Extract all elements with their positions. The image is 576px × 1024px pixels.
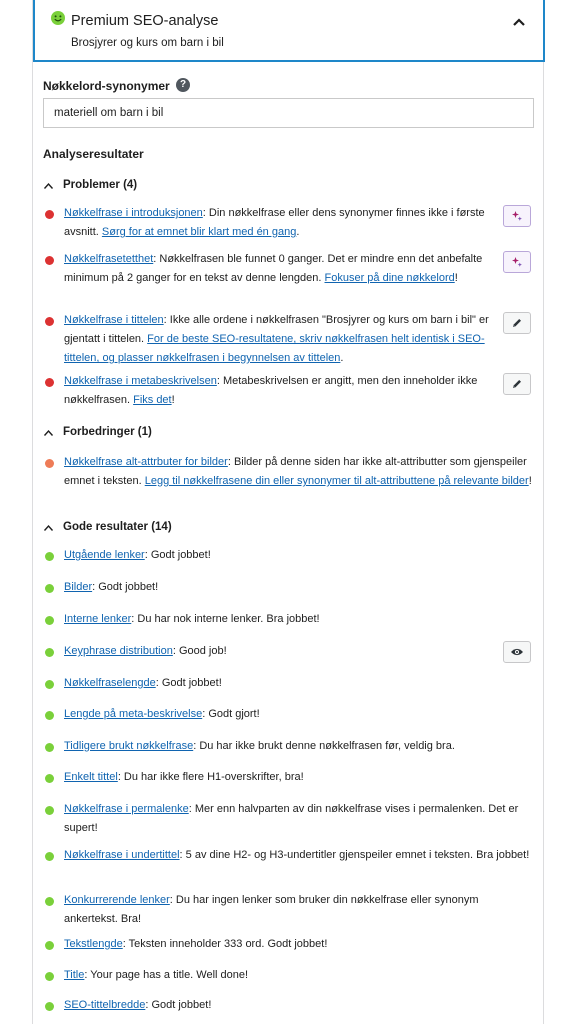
result-description: : Teksten inneholder 333 ord. Godt jobbet! bbox=[122, 938, 328, 950]
green-status-dot-icon bbox=[45, 941, 54, 950]
result-description: : Du har ingen lenker som bruker din nøkkelfrase eller synonym ankertekst. Bra! bbox=[64, 894, 479, 925]
synonyms-input[interactable] bbox=[43, 98, 534, 128]
result-text bbox=[64, 453, 534, 491]
result-text bbox=[64, 642, 534, 661]
result-title-link[interactable]: Utgående lenker bbox=[64, 549, 145, 561]
green-status-dot-icon bbox=[45, 552, 54, 561]
result-title-link[interactable]: Nøkkelfrasetetthet bbox=[64, 253, 154, 265]
result-fix-link[interactable]: Legg til nøkkelfrasene din eller synonymer til alt-attributtene på relevante bilder bbox=[144, 475, 529, 487]
result-title-link[interactable]: Tidligere brukt nøkkelfrase bbox=[64, 740, 194, 752]
sparkle-icon bbox=[511, 256, 523, 268]
green-smiley-icon bbox=[50, 10, 66, 26]
result-title-link[interactable]: Lengde på meta-beskrivelse bbox=[64, 708, 203, 720]
result-description: : Godt gjort! bbox=[202, 708, 260, 720]
green-status-dot-icon bbox=[45, 584, 54, 593]
green-status-dot-icon bbox=[45, 711, 54, 720]
result-title-link[interactable]: Nøkkelfrase i metabeskrivelsen bbox=[64, 375, 217, 387]
green-status-dot-icon bbox=[45, 680, 54, 689]
chevron-up-icon bbox=[43, 429, 54, 437]
result-description: : Godt jobbet! bbox=[92, 581, 159, 593]
result-fix-link[interactable]: Sørg for at emnet blir klart med én gang bbox=[101, 226, 297, 238]
pencil-icon bbox=[511, 317, 523, 329]
green-status-dot-icon bbox=[45, 616, 54, 625]
chevron-up-icon bbox=[43, 182, 54, 190]
red-status-dot-icon bbox=[45, 378, 54, 387]
red-status-dot-icon bbox=[45, 256, 54, 265]
green-status-dot-icon bbox=[45, 1002, 54, 1011]
result-title-link[interactable]: Keyphrase distribution bbox=[64, 645, 173, 657]
chevron-up-icon bbox=[43, 524, 54, 532]
result-title-link[interactable]: Nøkkelfrase i introduksjonen bbox=[64, 207, 203, 219]
result-text bbox=[64, 372, 510, 410]
result-text bbox=[64, 768, 534, 787]
result-title-link[interactable]: Bilder bbox=[64, 581, 93, 593]
eye-action-button[interactable] bbox=[503, 641, 531, 663]
result-title-link[interactable]: Nøkkelfrase i tittelen bbox=[64, 314, 164, 326]
green-status-dot-icon bbox=[45, 774, 54, 783]
red-status-dot-icon bbox=[45, 210, 54, 219]
result-text bbox=[64, 705, 534, 724]
result-description: : Mer enn halvparten av din nøkkelfrase vises i permalenken. Det er supert! bbox=[64, 803, 519, 834]
improvements-heading: Forbedringer (1) bbox=[63, 426, 152, 438]
chevron-up-icon[interactable] bbox=[511, 16, 527, 28]
result-title-link[interactable]: Interne lenker bbox=[64, 613, 132, 625]
result-description-end: ! bbox=[454, 272, 458, 284]
result-description: : Ikke alle ordene i nøkkelfrasen "Brosjyrer og kurs om barn i bil" er gjentatt i tittelen. bbox=[64, 314, 489, 345]
result-description: : Nøkkelfrasen ble funnet 0 ganger. Det er mindre enn det anbefalte minimum på 2 ganger for en tekst av denne lengden. bbox=[64, 253, 483, 284]
result-description-end: . bbox=[296, 226, 300, 238]
result-text bbox=[64, 250, 510, 288]
result-title-link[interactable]: Nøkkelfrase alt-attrbuter for bilder bbox=[64, 456, 228, 468]
result-fix-link[interactable]: Fiks det bbox=[133, 394, 172, 406]
result-title-link[interactable]: SEO-tittelbredde bbox=[64, 999, 146, 1011]
result-title-link[interactable]: Title bbox=[64, 969, 85, 981]
seo-analysis-panel bbox=[32, 0, 544, 1024]
synonyms-label: Nøkkelord-synonymer bbox=[43, 79, 170, 93]
green-status-dot-icon bbox=[45, 852, 54, 861]
result-description: : Du har ikke brukt denne nøkkelfrasen før, veldig bra. bbox=[193, 740, 455, 752]
result-title-link[interactable]: Nøkkelfraselengde bbox=[64, 677, 156, 689]
header-title: Premium SEO-analyse bbox=[71, 13, 219, 29]
result-title-link[interactable]: Nøkkelfrase i undertittel bbox=[64, 849, 180, 861]
result-description: : Du har nok interne lenker. Bra jobbet! bbox=[131, 613, 320, 625]
sparkle-icon bbox=[511, 210, 523, 222]
result-text bbox=[64, 546, 534, 565]
result-text bbox=[64, 674, 534, 693]
orange-status-dot-icon bbox=[45, 459, 54, 468]
result-text bbox=[64, 800, 534, 838]
green-status-dot-icon bbox=[45, 743, 54, 752]
red-status-dot-icon bbox=[45, 317, 54, 326]
result-description-end: ! bbox=[171, 394, 175, 406]
result-description: : Your page has a title. Well done! bbox=[84, 969, 249, 981]
result-description: : Bilder på denne siden har ikke alt-attributter som gjenspeiler emnet i teksten. bbox=[64, 456, 527, 487]
result-title-link[interactable]: Enkelt tittel bbox=[64, 771, 118, 783]
result-fix-link[interactable]: Fokuser på dine nøkkelord bbox=[324, 272, 455, 284]
result-description: : 5 av dine H2- og H3-undertitler gjenspeiler emnet i teksten. Bra jobbet! bbox=[179, 849, 530, 861]
eye-icon bbox=[510, 647, 524, 657]
result-text bbox=[64, 204, 510, 242]
result-text bbox=[64, 846, 534, 865]
result-text bbox=[64, 935, 534, 954]
analysis-results-label: Analyseresultater bbox=[43, 147, 144, 161]
header-subtitle: Brosjyrer og kurs om barn i bil bbox=[71, 37, 224, 49]
result-text bbox=[64, 891, 534, 929]
problems-heading: Problemer (4) bbox=[63, 179, 138, 191]
good-results-heading: Gode resultater (14) bbox=[63, 521, 172, 533]
premium-seo-analysis-header[interactable] bbox=[33, 0, 545, 62]
sparkle-action-button[interactable] bbox=[503, 205, 531, 227]
pencil-action-button[interactable] bbox=[503, 312, 531, 334]
result-description: : Din nøkkelfrase eller dens synonymer finnes ikke i første avsnitt. bbox=[64, 207, 485, 238]
green-status-dot-icon bbox=[45, 972, 54, 981]
result-title-link[interactable]: Nøkkelfrase i permalenke bbox=[64, 803, 189, 815]
result-title-link[interactable]: Konkurrerende lenker bbox=[64, 894, 170, 906]
question-icon[interactable]: ? bbox=[176, 78, 190, 92]
result-text bbox=[64, 996, 534, 1015]
result-description-end: ! bbox=[528, 475, 532, 487]
result-text bbox=[64, 966, 534, 985]
result-description: : Godt jobbet! bbox=[145, 999, 212, 1011]
pencil-icon bbox=[511, 378, 523, 390]
green-status-dot-icon bbox=[45, 648, 54, 657]
result-description: : Good job! bbox=[172, 645, 227, 657]
pencil-action-button[interactable] bbox=[503, 373, 531, 395]
result-description: : Godt jobbet! bbox=[144, 549, 211, 561]
result-text bbox=[64, 578, 534, 597]
result-text bbox=[64, 610, 534, 629]
result-title-link[interactable]: Tekstlengde bbox=[64, 938, 123, 950]
result-description: : Du har ikke flere H1-overskrifter, bra! bbox=[117, 771, 304, 783]
sparkle-action-button[interactable] bbox=[503, 251, 531, 273]
result-text bbox=[64, 311, 510, 368]
result-description-end: . bbox=[340, 352, 344, 364]
result-fix-link[interactable]: For de beste SEO-resultatene, skriv nøkkelfrasen helt identisk i SEO-tittelen, og plasser nøkkelfrasen i begynnelsen av tittelen bbox=[64, 333, 485, 364]
result-description: : Godt jobbet! bbox=[155, 677, 222, 689]
result-description: : Metabeskrivelsen er angitt, men den inneholder ikke nøkkelfrasen. bbox=[64, 375, 478, 406]
result-text bbox=[64, 737, 534, 756]
green-status-dot-icon bbox=[45, 806, 54, 815]
green-status-dot-icon bbox=[45, 897, 54, 906]
